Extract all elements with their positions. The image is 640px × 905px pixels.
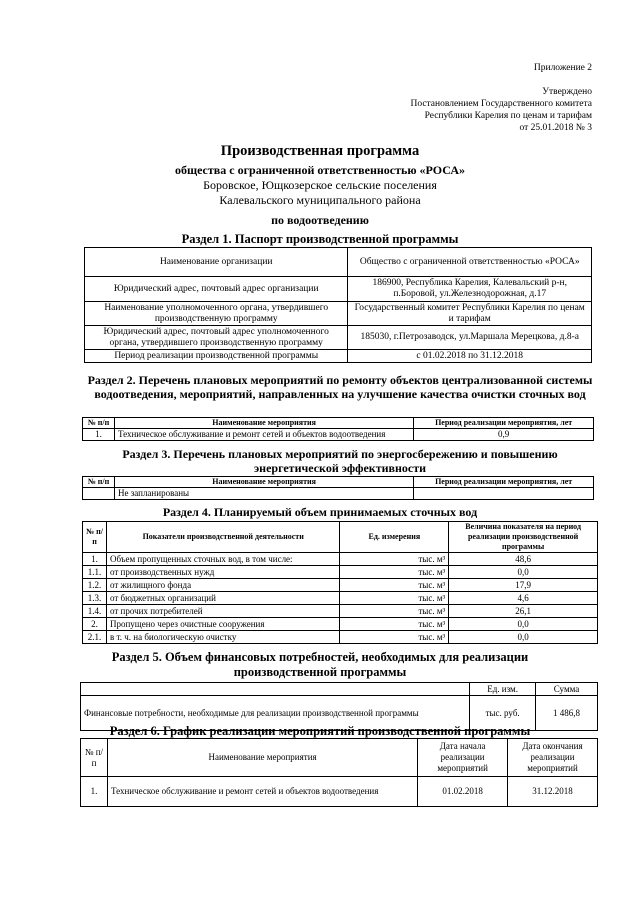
indicator-value: 0,0 [449,631,598,644]
table-header-row [81,739,598,777]
measure-period [414,488,594,500]
indicator-unit: тыс. м³ [340,553,449,566]
section3-heading: Раздел 3. Перечень плановых мероприятий по энергосбережению и повышению энергетической эффективности [122,447,558,475]
section4-heading: Раздел 4. Планируемый объем принимаемых сточных вод [162,505,478,519]
passport-value: Общество с ограниченной ответственностью «РОСА» [348,248,592,277]
row-number: 2.1. [83,631,107,644]
table-row [85,326,592,350]
page-title: Производственная программа [220,143,420,159]
measure-period: 0,9 [414,429,594,441]
section5-heading-1: Раздел 5. Объем финансовых потребностей, необходимых для реализации [111,650,529,664]
indicator-value: 0,0 [449,566,598,579]
table-row [83,553,598,566]
indicator-name: Пропущено через очистные сооружения [106,618,339,631]
approved-label: Утверждено [542,87,592,97]
col-header: № п/п [83,418,115,429]
col-header: Ед. измерения [340,522,449,553]
col-header: Период реализации мероприятия, лет [414,477,594,488]
col-header: Показатели производственной деятельности [106,522,339,553]
indicator-unit: тыс. м³ [340,566,449,579]
table-row [83,618,598,631]
measure-name: Техническое обслуживание и ремонт сетей и объектов водоотведения [114,429,413,441]
passport-value: 185030, г.Петрозаводск, ул.Маршала Мерецкова, д.8-а [348,326,592,350]
table-header-row [81,683,598,696]
table-row [83,631,598,644]
indicator-unit: тыс. м³ [340,592,449,605]
approval-block [410,62,592,134]
measure-name: Техническое обслуживание и ремонт сетей и объектов водоотведения [107,777,417,807]
row-number: 1. [83,429,115,441]
col-header: Наименование мероприятия [114,418,413,429]
row-number: 2. [83,618,107,631]
indicator-name: от производственных нужд [106,566,339,579]
passport-value: с 01.02.2018 по 31.12.2018 [348,350,592,363]
indicator-name: от бюджетных организаций [106,592,339,605]
place-line-1: Боровское, Ющкозерское сельские поселения [203,178,437,192]
passport-label: Юридический адрес, почтовый адрес уполномоченного органа, утвердившего производственную программу [85,326,348,350]
table-row [85,248,592,277]
indicator-value: 17,9 [449,579,598,592]
table-row [83,592,598,605]
measure-name: Не запланированы [114,488,413,500]
row-number [83,488,115,500]
col-header: № п/п [83,477,115,488]
table-header-row [83,522,598,553]
col-header: Дата начала реализации мероприятий [418,739,508,777]
passport-value: Государственный комитет Республики Карелия по ценам и тарифам [348,302,592,326]
section5-heading-2: производственной программы [233,665,407,679]
section6-heading: Раздел 6. График реализации мероприятий производственной программы [109,724,531,738]
wastewater-table [82,521,598,644]
table-row [85,350,592,363]
table-row [81,777,598,807]
col-header: № п/п [81,739,108,777]
finance-value: 1 486,8 [536,696,598,731]
indicator-value: 48,6 [449,553,598,566]
col-header: Сумма [536,683,598,696]
indicator-name: Объем пропущенных сточных вод, в том числе: [106,553,339,566]
col-header: Наименование мероприятия [114,477,413,488]
schedule-table [80,738,598,807]
section1-heading: Раздел 1. Паспорт производственной программы [181,232,459,246]
indicator-unit: тыс. м³ [340,605,449,618]
approval-date: от 25.01.2018 № 3 [519,123,592,133]
table-header-row [83,418,594,429]
row-number: 1.2. [83,579,107,592]
row-number: 1. [83,553,107,566]
passport-table [84,247,592,363]
row-number: 1.4. [83,605,107,618]
indicator-unit: тыс. м³ [340,618,449,631]
start-date: 01.02.2018 [418,777,508,807]
row-number: 1. [81,777,108,807]
end-date: 31.12.2018 [508,777,598,807]
finance-unit: тыс. руб. [470,696,536,731]
table-row [83,429,594,441]
section2-heading: Раздел 2. Перечень плановых мероприятий по ремонту объектов централизованной системы водоотведения, мероприятий, направленных на улучшение качества очистки сточных вод [87,373,593,401]
row-number: 1.1. [83,566,107,579]
col-header: Период реализации мероприятия, лет [414,418,594,429]
energy-table [82,476,594,500]
col-header: Величина показателя на период реализации производственной программы [449,522,598,553]
table-row [83,605,598,618]
finance-name: Финансовые потребности, необходимые для реализации производственной программы [81,696,470,731]
header-empty-cell [81,683,470,696]
indicator-value: 26,1 [449,605,598,618]
col-header: Ед. изм. [470,683,536,696]
approval-line-1: Постановлением Государственного комитета [410,99,592,109]
passport-value: 186900, Республика Карелия, Калевальский р-н, п.Боровой, ул.Железнодорожная, д.17 [348,277,592,302]
table-row [85,302,592,326]
passport-label: Наименование уполномоченного органа, утвердившего производственную программу [85,302,348,326]
service-title: по водоотведению [271,213,369,227]
passport-label: Юридический адрес, почтовый адрес организации [85,277,348,302]
table-row [83,488,594,500]
table-row [85,277,592,302]
table-header-row [83,477,594,488]
passport-label: Наименование организации [85,248,348,277]
place-line-2: Калевальского муниципального района [219,193,421,207]
indicator-value: 0,0 [449,618,598,631]
col-header: № п/п [83,522,107,553]
org-title: общества с ограниченной ответственностью «РОСА» [174,163,466,177]
passport-label: Период реализации производственной программы [85,350,348,363]
table-row [83,579,598,592]
indicator-name: от жилищного фонда [106,579,339,592]
indicator-unit: тыс. м³ [340,579,449,592]
col-header: Наименование мероприятия [107,739,417,777]
approval-line-2: Республики Карелия по ценам и тарифам [424,111,592,121]
repair-table [82,417,594,441]
indicator-value: 4,6 [449,592,598,605]
col-header: Дата окончания реализации мероприятий [508,739,598,777]
table-row [83,566,598,579]
row-number: 1.3. [83,592,107,605]
indicator-name: от прочих потребителей [106,605,339,618]
indicator-name: в т. ч. на биологическую очистку [106,631,339,644]
indicator-unit: тыс. м³ [340,631,449,644]
appendix-label: Приложение 2 [533,63,592,73]
